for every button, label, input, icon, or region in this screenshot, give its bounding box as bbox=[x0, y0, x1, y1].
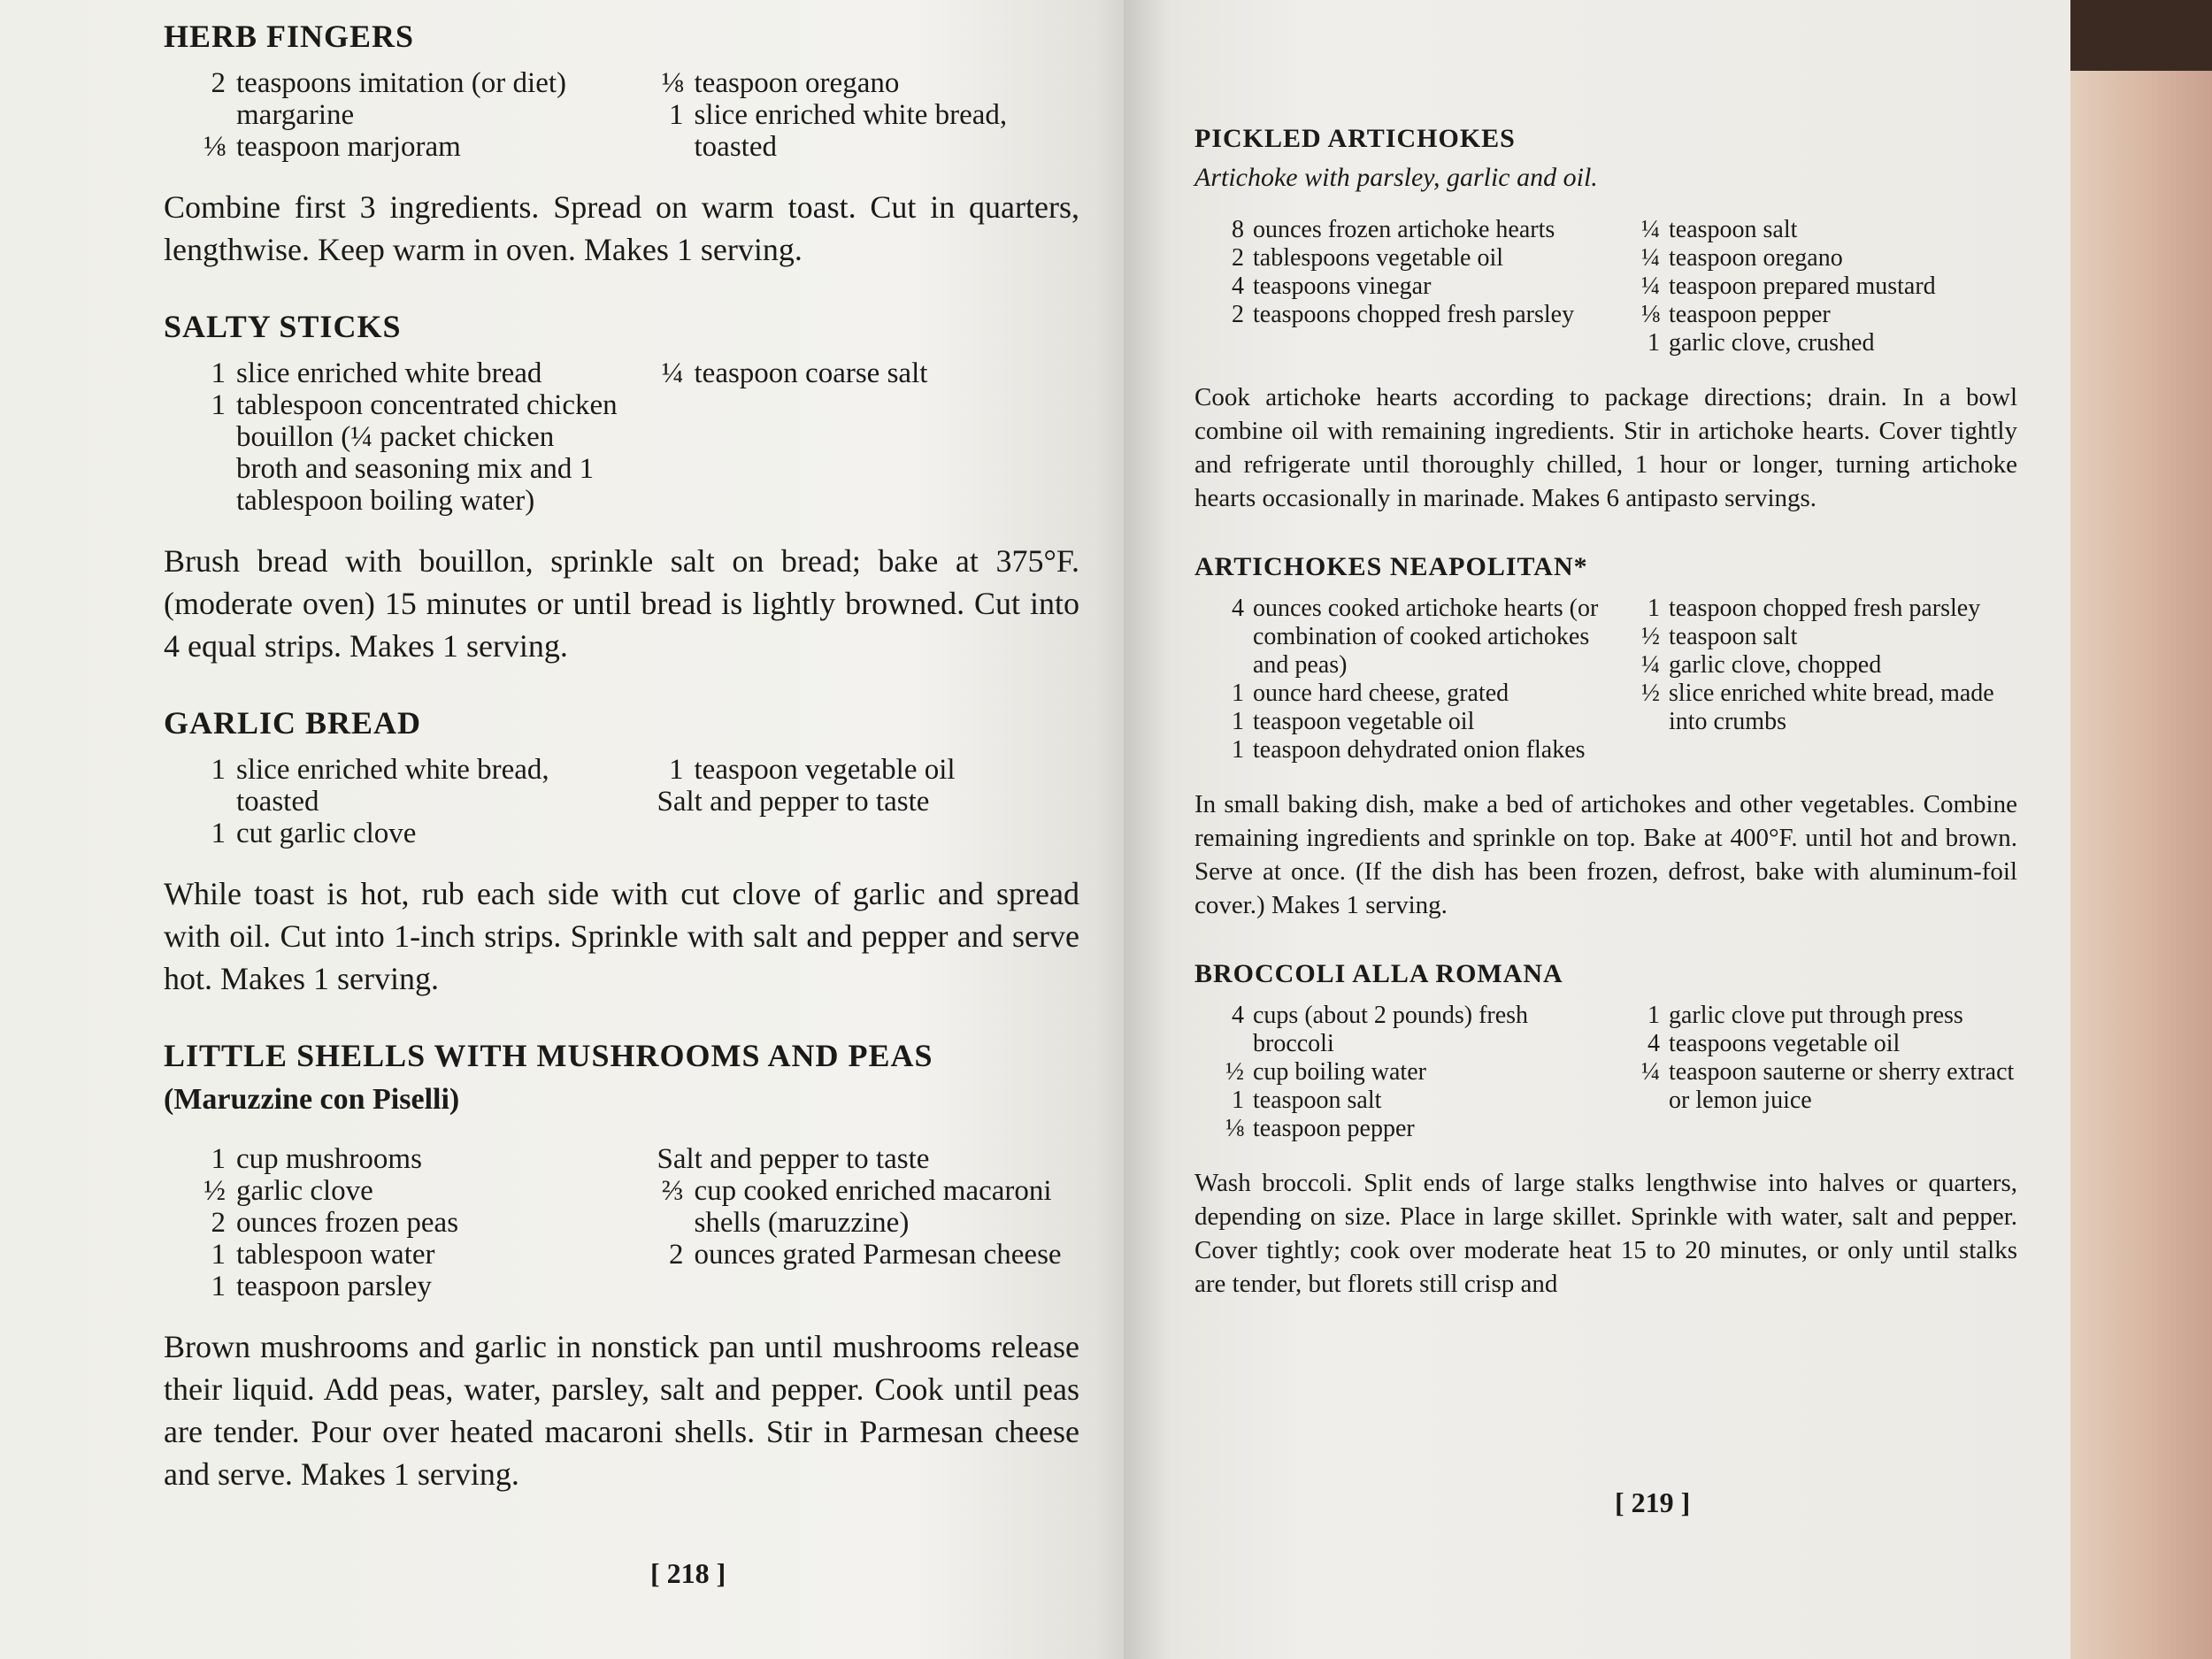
ingredient-quantity: ½ bbox=[1641, 623, 1660, 650]
ingredient-text: teaspoon vegetable oil bbox=[694, 754, 956, 786]
ingredient-list bbox=[164, 754, 1079, 849]
ingredient bbox=[1637, 595, 2017, 623]
ingredient bbox=[199, 131, 622, 163]
ingredient bbox=[1637, 623, 2017, 651]
ingredient bbox=[1637, 216, 2017, 244]
ingredient-text: teaspoon sauterne or sherry extract or lemon juice bbox=[1669, 1058, 2015, 1114]
ingredient-text: garlic clove, chopped bbox=[1669, 651, 1882, 679]
recipe-title: SALTY STICKS bbox=[164, 309, 402, 344]
ingredient-quantity: ¼ bbox=[1641, 273, 1660, 300]
ingredient-text: teaspoon salt bbox=[1253, 1087, 1382, 1114]
recipe bbox=[1194, 124, 2017, 515]
ingredient-quantity: ⅛ bbox=[1641, 301, 1660, 328]
ingredient bbox=[1637, 1058, 2017, 1115]
ingredient-quantity: 2 bbox=[211, 67, 226, 99]
ingredient-quantity: ¼ bbox=[661, 357, 684, 389]
ingredient-column-left bbox=[199, 67, 622, 163]
ingredient bbox=[657, 786, 1080, 818]
ingredient-column-right bbox=[657, 357, 1080, 517]
ingredient-text: teaspoons imitation (or diet) margarine bbox=[236, 67, 567, 131]
ingredient-quantity: 1 bbox=[1232, 1087, 1244, 1114]
ingredient bbox=[1637, 273, 2017, 301]
ingredient-quantity: ¼ bbox=[1641, 1058, 1660, 1086]
ingredient-column-left bbox=[199, 754, 622, 849]
ingredient-text: cup boiling water bbox=[1253, 1058, 1426, 1086]
recipe bbox=[164, 704, 1079, 1000]
ingredient-quantity: 4 bbox=[1232, 273, 1244, 300]
ingredient-list bbox=[1194, 1002, 2017, 1143]
ingredient-column-left bbox=[1221, 1002, 1601, 1143]
ingredient bbox=[657, 1239, 1080, 1271]
ingredient-text: cups (about 2 pounds) fresh broccoli bbox=[1253, 1002, 1529, 1057]
recipe-list bbox=[1194, 124, 2017, 1301]
ingredient-column-left bbox=[199, 357, 622, 517]
ingredient-quantity: ⅛ bbox=[1225, 1115, 1244, 1142]
ingredient-text: ounces frozen artichoke hearts bbox=[1253, 216, 1555, 243]
ingredient-text: tablespoon water bbox=[236, 1239, 435, 1271]
ingredient bbox=[199, 1207, 622, 1239]
ingredient bbox=[1637, 680, 2017, 736]
ingredient-quantity: 4 bbox=[1232, 1002, 1244, 1029]
recipe-list bbox=[164, 18, 1079, 1495]
ingredient-text: Salt and pepper to taste bbox=[657, 786, 930, 818]
ingredient bbox=[657, 67, 1080, 99]
page-number: [ 219 ] bbox=[1615, 1486, 1691, 1518]
ingredient bbox=[1637, 244, 2017, 273]
recipe-directions: Wash broccoli. Split ends of large stalks lengthwise into halves or quarters, depending on size. Place in large skillet. Sprinkle with water, salt and pepper. Cover tightly; cook over moderate heat 15 to 20 minutes, or only until stalks are tender, but florets still crisp and bbox=[1194, 1169, 2017, 1298]
recipe-title: GARLIC BREAD bbox=[164, 705, 422, 741]
ingredient bbox=[657, 1143, 1080, 1175]
ingredient bbox=[1221, 1058, 1601, 1087]
ingredient bbox=[199, 357, 622, 389]
recipe bbox=[164, 1037, 1079, 1495]
ingredient-quantity: ¼ bbox=[1641, 651, 1660, 679]
ingredient bbox=[657, 99, 1080, 163]
ingredient-text: teaspoon oregano bbox=[694, 67, 900, 99]
ingredient-quantity: 4 bbox=[1647, 1030, 1660, 1057]
ingredient bbox=[199, 754, 622, 818]
ingredient-quantity: 1 bbox=[211, 1239, 226, 1271]
ingredient-column-right bbox=[657, 1143, 1080, 1302]
ingredient-column-right bbox=[1637, 1002, 2017, 1143]
ingredient-text: teaspoon salt bbox=[1669, 623, 1798, 650]
recipe-directions: Brown mushrooms and garlic in nonstick pan until mushrooms release their liquid. Add peas, water, parsley, salt and pepper. Cook until peas are tender. Pour over heated macaroni shells. Stir in Parmesan cheese and serve. Makes 1 serving. bbox=[164, 1329, 1079, 1492]
ingredient-text: cut garlic clove bbox=[236, 818, 417, 849]
ingredient bbox=[1637, 301, 2017, 329]
ingredient bbox=[657, 357, 1080, 389]
ingredient-quantity: 2 bbox=[1232, 301, 1244, 328]
ingredient bbox=[1221, 301, 1601, 329]
ingredient-list bbox=[164, 67, 1079, 163]
ingredient-text: teaspoon vegetable oil bbox=[1253, 708, 1475, 735]
ingredient-text: garlic clove bbox=[236, 1175, 373, 1207]
recipe-subtitle: Artichoke with parsley, garlic and oil. bbox=[1194, 163, 1598, 192]
ingredient-column-left bbox=[1221, 216, 1601, 357]
ingredient bbox=[1221, 708, 1601, 736]
ingredient-quantity: ½ bbox=[204, 1175, 226, 1207]
ingredient bbox=[1221, 1087, 1601, 1115]
ingredient-text: teaspoon chopped fresh parsley bbox=[1669, 595, 1981, 622]
ingredient-text: teaspoon pepper bbox=[1669, 301, 1831, 328]
recipe-subtitle: (Maruzzine con Piselli) bbox=[164, 1083, 460, 1116]
ingredient bbox=[1221, 244, 1601, 273]
ingredient bbox=[657, 754, 1080, 786]
ingredient-quantity: ½ bbox=[1225, 1058, 1244, 1086]
ingredient-quantity: 1 bbox=[1232, 736, 1244, 764]
ingredient-text: teaspoon parsley bbox=[236, 1271, 432, 1302]
ingredient bbox=[657, 1175, 1080, 1239]
ingredient-text: cup mushrooms bbox=[236, 1143, 422, 1175]
ingredient-quantity: ⅛ bbox=[204, 131, 226, 163]
ingredient-text: tablespoons vegetable oil bbox=[1253, 244, 1504, 272]
ingredient-text: teaspoon dehydrated onion flakes bbox=[1253, 736, 1586, 764]
ingredient-column-left bbox=[199, 1143, 622, 1302]
recipe-title: LITTLE SHELLS WITH MUSHROOMS AND PEAS bbox=[164, 1038, 933, 1073]
ingredient bbox=[1637, 1030, 2017, 1058]
ingredient bbox=[1221, 273, 1601, 301]
ingredient-text: teaspoon salt bbox=[1669, 216, 1798, 243]
ingredient-quantity: 1 bbox=[211, 818, 226, 849]
ingredient-quantity: 1 bbox=[1232, 680, 1244, 707]
ingredient bbox=[199, 1271, 622, 1302]
ingredient bbox=[1221, 680, 1601, 708]
ingredient bbox=[199, 67, 622, 131]
ingredient-text: teaspoon prepared mustard bbox=[1669, 273, 1936, 300]
ingredient-quantity: 2 bbox=[669, 1239, 684, 1271]
ingredient-text: teaspoons vegetable oil bbox=[1669, 1030, 1901, 1057]
ingredient-text: cup cooked enriched macaroni shells (maruzzine) bbox=[694, 1175, 1052, 1239]
ingredient-text: slice enriched white bread, toasted bbox=[236, 754, 549, 818]
ingredient-list bbox=[1194, 216, 2017, 357]
ingredient-quantity: 1 bbox=[211, 1143, 226, 1175]
ingredient bbox=[199, 1143, 622, 1175]
recipe bbox=[164, 308, 1079, 667]
ingredient-quantity: 2 bbox=[211, 1207, 226, 1239]
recipe bbox=[1194, 552, 2017, 922]
ingredient-quantity: 2 bbox=[1232, 244, 1244, 272]
ingredient-text: teaspoons vinegar bbox=[1253, 273, 1432, 300]
ingredient-quantity: 1 bbox=[211, 754, 226, 786]
ingredient-quantity: 1 bbox=[669, 99, 684, 131]
ingredient bbox=[199, 1239, 622, 1271]
ingredient bbox=[1637, 329, 2017, 357]
ingredient-column-right bbox=[657, 67, 1080, 163]
ingredient-list bbox=[1194, 595, 2017, 764]
ingredient-quantity: ¼ bbox=[1641, 244, 1660, 272]
ingredient bbox=[1221, 216, 1601, 244]
ingredient-list bbox=[164, 1143, 1079, 1302]
ingredient-text: ounces grated Parmesan cheese bbox=[694, 1239, 1062, 1271]
ingredient-quantity: 1 bbox=[669, 754, 684, 786]
ingredient bbox=[199, 389, 622, 517]
ingredient-quantity: ⅔ bbox=[661, 1175, 684, 1207]
ingredient-quantity: 1 bbox=[1232, 708, 1244, 735]
recipe-title: BROCCOLI ALLA ROMANA bbox=[1194, 959, 1563, 988]
ingredient-text: teaspoon coarse salt bbox=[694, 357, 928, 389]
ingredient-text: tablespoon concentrated chicken bouillon (¼ packet chicken broth and seasoning mix and 1 tablespoon boiling water) bbox=[236, 389, 618, 517]
recipe-directions: In small baking dish, make a bed of artichokes and other vegetables. Combine remaining ingredients and sprinkle on top. Bake at 400°F. until hot and brown. Serve at once. (If the dish has been frozen, defrost, bake with aluminum-foil cover.) Makes 1 serving. bbox=[1194, 790, 2017, 919]
ingredient-list bbox=[164, 357, 1079, 517]
ingredient bbox=[1221, 595, 1601, 680]
ingredient-column-left bbox=[1221, 595, 1601, 764]
ingredient-quantity: 8 bbox=[1232, 216, 1244, 243]
ingredient-text: teaspoons chopped fresh parsley bbox=[1253, 301, 1575, 328]
ingredient-quantity: ⅛ bbox=[661, 67, 684, 99]
ingredient-quantity: ½ bbox=[1641, 680, 1660, 707]
ingredient-text: garlic clove put through press bbox=[1669, 1002, 1963, 1029]
recipe bbox=[164, 18, 1079, 271]
ingredient-text: ounces cooked artichoke hearts (or combination of cooked artichokes and peas) bbox=[1253, 595, 1599, 679]
ingredient-text: ounce hard cheese, grated bbox=[1253, 680, 1509, 707]
recipe-title: HERB FINGERS bbox=[164, 19, 415, 54]
right-page bbox=[1124, 0, 2070, 1659]
ingredient-text: Salt and pepper to taste bbox=[657, 1143, 930, 1175]
ingredient-quantity: ¼ bbox=[1641, 216, 1660, 243]
ingredient-quantity: 1 bbox=[211, 1271, 226, 1302]
ingredient bbox=[199, 818, 622, 849]
ingredient-text: garlic clove, crushed bbox=[1669, 329, 1875, 357]
ingredient-quantity: 1 bbox=[1647, 595, 1660, 622]
ingredient-column-right bbox=[657, 754, 1080, 849]
ingredient bbox=[1221, 736, 1601, 764]
recipe-directions: While toast is hot, rub each side with cut clove of garlic and spread with oil. Cut into 1-inch strips. Sprinkle with salt and pepper and serve hot. Makes 1 serving. bbox=[164, 876, 1079, 996]
ingredient-text: teaspoon pepper bbox=[1253, 1115, 1415, 1142]
ingredient-text: teaspoon marjoram bbox=[236, 131, 461, 163]
ingredient bbox=[199, 1175, 622, 1207]
ingredient-text: teaspoon oregano bbox=[1669, 244, 1843, 272]
ingredient-text: ounces frozen peas bbox=[236, 1207, 459, 1239]
recipe-directions: Combine first 3 ingredients. Spread on warm toast. Cut in quarters, lengthwise. Keep warm in oven. Makes 1 serving. bbox=[164, 189, 1079, 267]
ingredient bbox=[1637, 651, 2017, 680]
recipe-title: PICKLED ARTICHOKES bbox=[1194, 124, 1516, 153]
ingredient bbox=[1221, 1002, 1601, 1058]
ingredient-quantity: 1 bbox=[211, 389, 226, 421]
ingredient-quantity: 1 bbox=[1647, 329, 1660, 357]
ingredient-column-right bbox=[1637, 216, 2017, 357]
ingredient bbox=[1221, 1115, 1601, 1143]
ingredient-text: slice enriched white bread, made into crumbs bbox=[1669, 680, 1994, 735]
ingredient-text: slice enriched white bread, toasted bbox=[694, 99, 1008, 163]
ingredient-quantity: 4 bbox=[1232, 595, 1244, 622]
recipe-title: ARTICHOKES NEAPOLITAN* bbox=[1194, 552, 1588, 581]
ingredient bbox=[1637, 1002, 2017, 1030]
page-number: [ 218 ] bbox=[650, 1557, 726, 1589]
ingredient-column-right bbox=[1637, 595, 2017, 764]
recipe bbox=[1194, 959, 2017, 1301]
ingredient-quantity: 1 bbox=[1647, 1002, 1660, 1029]
ingredient-text: slice enriched white bread bbox=[236, 357, 542, 389]
recipe-directions: Cook artichoke hearts according to package directions; drain. In a bowl combine oil with remaining ingredients. Stir in artichoke hearts. Cover tightly and refrigerate until thoroughly chilled, 1 hour or longer, turning artichoke hearts occasionally in marinade. Makes 6 antipasto servings. bbox=[1194, 383, 2017, 512]
recipe-directions: Brush bread with bouillon, sprinkle salt on bread; bake at 375°F. (moderate oven) 15 minutes or until bread is lightly browned. Cut into 4 equal strips. Makes 1 serving. bbox=[164, 543, 1079, 664]
ingredient-quantity: 1 bbox=[211, 357, 226, 389]
